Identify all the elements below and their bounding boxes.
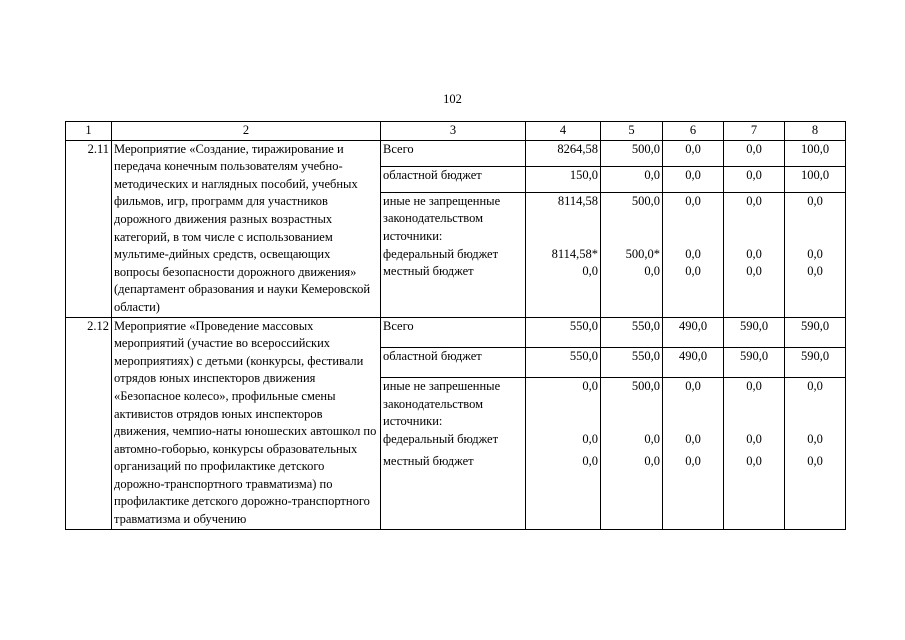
value-cell: 0,0 (724, 166, 785, 192)
source-label: федеральный бюджет (383, 431, 499, 446)
row-number: 2.11 (66, 140, 112, 317)
value-cell (663, 192, 724, 317)
value: 0,0 (746, 379, 762, 394)
value: 0,0 (746, 264, 762, 279)
value: 0,0 (685, 453, 701, 468)
value: 0,0 (807, 431, 823, 446)
value: 0,0 (644, 264, 660, 279)
column-header: 4 (526, 122, 601, 141)
table-row (66, 317, 846, 347)
value: 500,0 (631, 193, 660, 208)
row-description: Мероприятие «Проведение массовых мероприятий (участие во всероссийских мероприятиях) с детьми (конкурсы, фестивали отрядов юных инспекторов движения «Безопасное колесо», профильные смены активистов отрядов юных инспекторов движения, чемпио-наты юношеских автошкол по автомно-гоборью, конкурсы образовательных организаций по профилактике детского дорожно-транспортного травматизма) по профилактике детского дорожно-транспортного травматизма и обучению (112, 317, 381, 529)
source-label: иные не запрещенные законодательством источники: (383, 193, 501, 243)
value-cell (526, 378, 601, 530)
value-cell: 100,0 (785, 166, 846, 192)
column-header: 8 (785, 122, 846, 141)
value: 0,0 (807, 193, 823, 208)
value: 8114,58 (557, 193, 598, 208)
value-cell: 0,0 (663, 140, 724, 166)
source-label: Всего (381, 140, 526, 166)
value: 8114,58* (551, 246, 598, 261)
value: 0,0 (685, 379, 701, 394)
source-label: местный бюджет (383, 453, 474, 468)
column-header: 1 (66, 122, 112, 141)
value-cell: 490,0 (663, 317, 724, 347)
value: 0,0 (807, 264, 823, 279)
value-cell (785, 192, 846, 317)
value-cell (724, 192, 785, 317)
value-cell: 590,0 (785, 347, 846, 377)
value: 0,0 (582, 431, 598, 446)
value-cell (724, 378, 785, 530)
source-label: областной бюджет (381, 347, 526, 377)
value-cell: 550,0 (526, 347, 601, 377)
value: 0,0 (746, 431, 762, 446)
value-cell: 500,0 (601, 140, 663, 166)
value-cell: 100,0 (785, 140, 846, 166)
value: 0,0 (685, 264, 701, 279)
page-number: 102 (443, 92, 462, 106)
value-cell (526, 192, 601, 317)
value-cell (601, 192, 663, 317)
column-header: 7 (724, 122, 785, 141)
value-cell: 0,0 (663, 166, 724, 192)
value-cell (663, 378, 724, 530)
value-cell: 0,0 (724, 140, 785, 166)
value-cell: 0,0 (601, 166, 663, 192)
value-cell: 550,0 (601, 347, 663, 377)
value: 500,0 (631, 379, 660, 394)
value: 0,0 (746, 193, 762, 208)
row-description: Мероприятие «Создание, тиражирование и передача конечным пользователям учебно-методических и наглядных пособий, учебных фильмов, игр, программ для участников дорожного движения разных возрастных категорий, в том числе с использованием мультиме-дийных средств, освещающих вопросы безопасности дорожного движения» (департамент образования и науки Кемеровской области) (112, 140, 381, 317)
source-label: федеральный бюджет (383, 246, 499, 261)
value-cell: 590,0 (724, 347, 785, 377)
value: 0,0 (582, 379, 598, 394)
value: 0,0 (685, 246, 701, 261)
value-cell (785, 378, 846, 530)
value-cell (601, 378, 663, 530)
value: 0,0 (807, 246, 823, 261)
value: 0,0 (685, 193, 701, 208)
value: 0,0 (807, 379, 823, 394)
header-row (66, 122, 846, 141)
table-row (66, 140, 846, 166)
value: 0,0 (685, 431, 701, 446)
source-label: Всего (381, 317, 526, 347)
value: 0,0 (582, 453, 598, 468)
value: 0,0 (746, 246, 762, 261)
value-cell: 590,0 (785, 317, 846, 347)
value-cell: 150,0 (526, 166, 601, 192)
value-cell: 8264,58 (526, 140, 601, 166)
source-label: областной бюджет (381, 166, 526, 192)
value: 0,0 (807, 453, 823, 468)
column-header: 6 (663, 122, 724, 141)
value-cell: 550,0 (526, 317, 601, 347)
source-label: местный бюджет (383, 264, 474, 279)
value: 0,0 (644, 453, 660, 468)
row-number: 2.12 (66, 317, 112, 529)
value: 500,0* (625, 246, 660, 261)
source-cell (381, 378, 526, 530)
column-header: 5 (601, 122, 663, 141)
source-label: иные не запрешенные законодательством источники: (383, 379, 501, 429)
source-cell (381, 192, 526, 317)
value: 0,0 (746, 453, 762, 468)
column-header: 2 (112, 122, 381, 141)
value: 0,0 (644, 431, 660, 446)
budget-table (65, 121, 846, 530)
column-header: 3 (381, 122, 526, 141)
value: 0,0 (582, 264, 598, 279)
value-cell: 590,0 (724, 317, 785, 347)
value-cell: 550,0 (601, 317, 663, 347)
value-cell: 490,0 (663, 347, 724, 377)
